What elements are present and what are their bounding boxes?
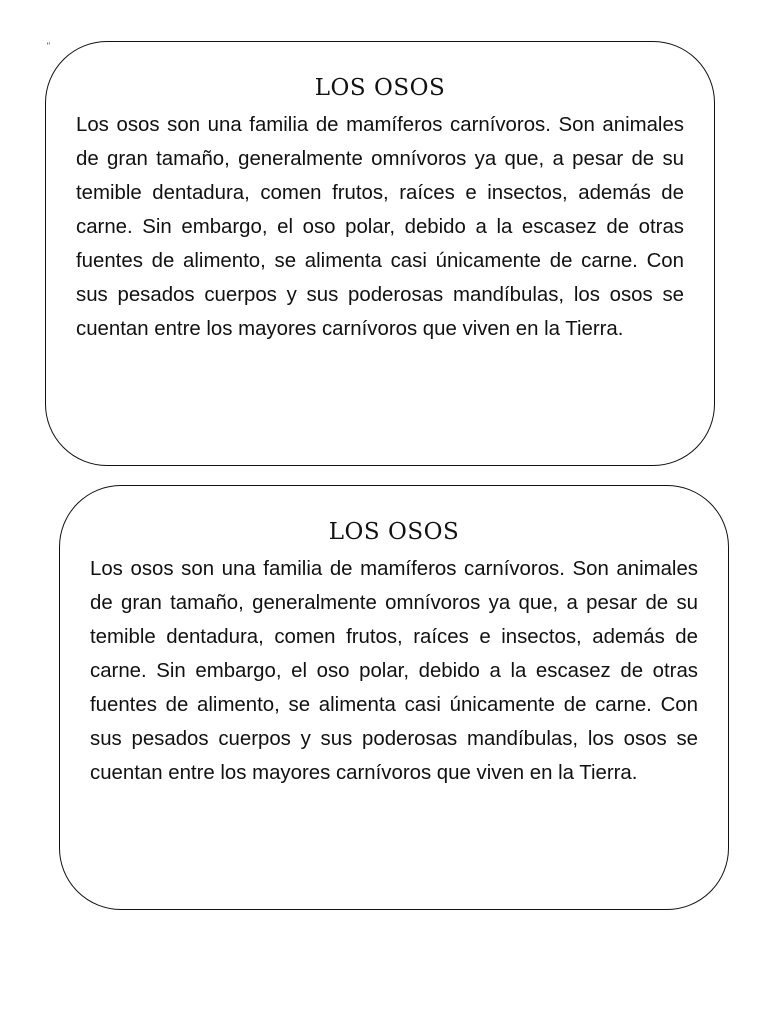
card-title: LOS OSOS [314, 75, 446, 101]
card-title: LOS OSOS [328, 519, 460, 545]
text-card-2 [59, 485, 729, 910]
corner-mark: " [46, 41, 50, 51]
text-card-1 [45, 41, 715, 466]
card-body-text: Los osos son una familia de mamíferos carnívoros. Son animales de gran tamaño, generalmente omnívoros ya que, a pesar de su temible dentadura, comen frutos, raíces e insectos, además de carne. Sin embargo, el oso polar, debido a la escasez de otras fuentes de alimento, se alimenta casi únicamente de carne. Con sus pesados cuerpos y sus poderosas mandíbulas, los osos se cuentan entre los mayores carnívoros que viven en la Tierra. [76, 114, 684, 340]
card-body-text: Los osos son una familia de mamíferos carnívoros. Son animales de gran tamaño, generalmente omnívoros ya que, a pesar de su temible dentadura, comen frutos, raíces e insectos, además de carne. Sin embargo, el oso polar, debido a la escasez de otras fuentes de alimento, se alimenta casi únicamente de carne. Con sus pesados cuerpos y sus poderosas mandíbulas, los osos se cuentan entre los mayores carnívoros que viven en la Tierra. [90, 558, 698, 784]
